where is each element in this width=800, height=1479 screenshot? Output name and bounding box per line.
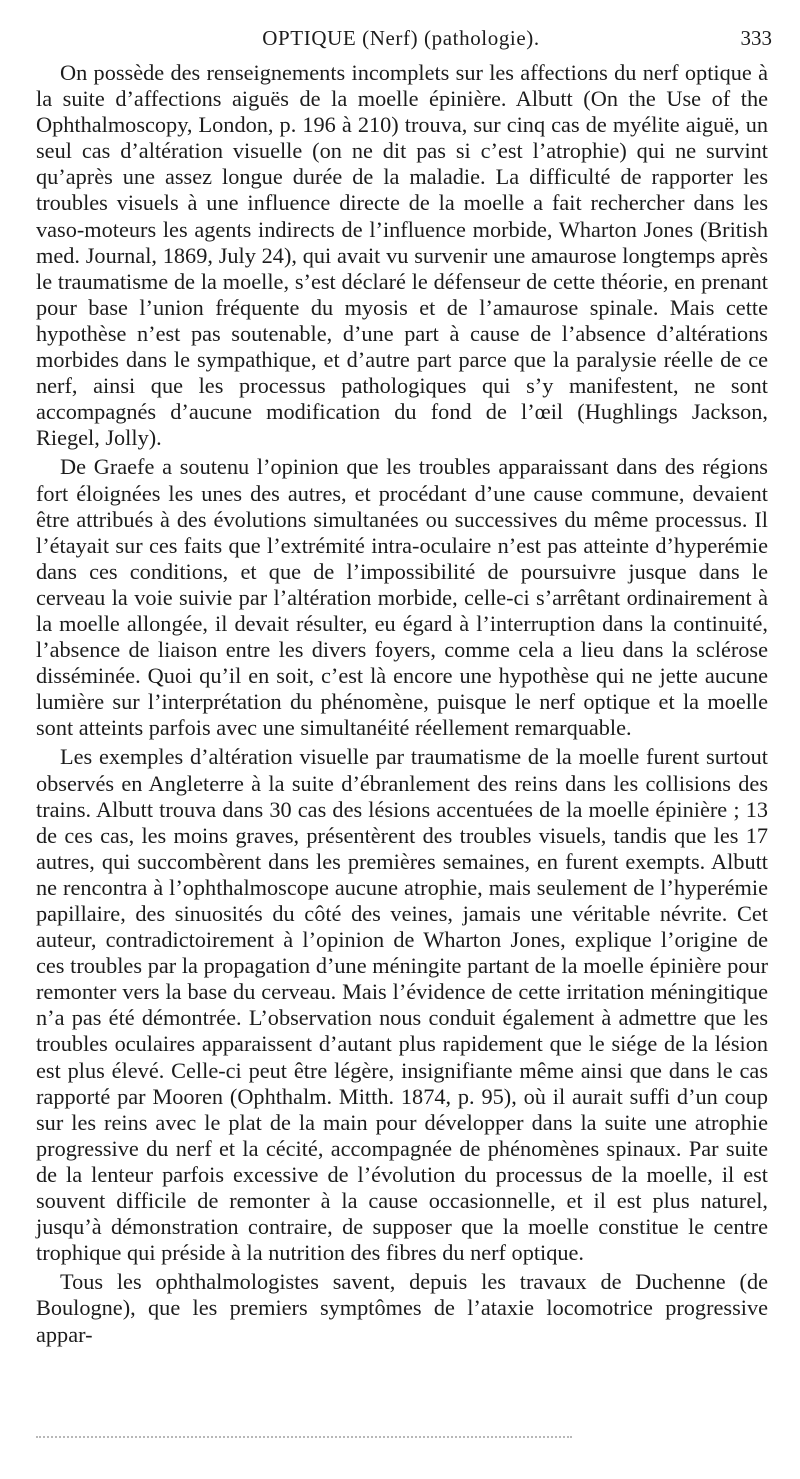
page-number: 333 [740, 26, 772, 50]
page-body [36, 60, 768, 1348]
paragraph: Tous les ophthalmologistes savent, depuis les travaux de Duchenne (de Boulogne), que les premiers symptômes de l’ataxie locomotrice progressive appar- [36, 1269, 768, 1347]
footer-dotted-rule [36, 1436, 572, 1438]
paragraph: On possède des renseignements incomplets sur les affections du nerf optique à la suite d’affections aiguës de la moelle épinière. Albutt (On the Use of the Ophthalmoscopy, London, p. 196 à 210) trouva, sur cinq cas de myélite aiguë, un seul cas d’altération visuelle (on ne dit pas si c’est l’atrophie) qui ne survint qu’après une assez longue durée de la maladie. La difficulté de rapporter les troubles visuels à une influence directe de la moelle a fait rechercher dans les vaso-moteurs les agents indirects de l’influence morbide, Wharton Jones (British med. Journal, 1869, July 24), qui avait vu survenir une amaurose longtemps après le traumatisme de la moelle, s’est déclaré le défenseur de cette théorie, en prenant pour base l’union fréquente du myosis et de l’amaurose spinale. Mais cette hypothèse n’est pas soutenable, d’une part à cause de l’absence d’altérations morbides dans le sympathique, et d’autre part parce que la paralysie réelle de ce nerf, ainsi que les processus pathologiques qui s’y manifestent, ne sont accompagnés d’aucune modification du fond de l’œil (Hughlings Jackson, Riegel, Jolly). [36, 60, 768, 451]
paragraph: Les exemples d’altération visuelle par traumatisme de la moelle furent surtout observés en Angleterre à la suite d’ébranlement des reins dans les collisions des trains. Albutt trouva dans 30 cas des lésions accentuées de la moelle épinière ; 13 de ces cas, les moins graves, présentèrent des troubles visuels, tandis que les 17 autres, qui succombèrent dans les premières semaines, en furent exempts. Albutt ne rencontra à l’ophthalmoscope aucune atrophie, mais seulement de l’hyperémie papillaire, des sinuosités du côté des veines, jamais une véritable névrite. Cet auteur, contradictoirement à l’opinion de Wharton Jones, explique l’origine de ces troubles par la propagation d’une méningite partant de la moelle épinière pour remonter vers la base du cerveau. Mais l’évidence de cette irritation méningitique n’a pas été démontrée. L’observation nous conduit également à admettre que les troubles oculaires apparaissent d’autant plus rapidement que le siége de la lésion est plus élevé. Celle-ci peut être légère, insignifiante même ainsi que dans le cas rapporté par Mooren (Ophthalm. Mitth. 1874, p. 95), où il aurait suffi d’un coup sur les reins avec le plat de la main pour développer dans la suite une atrophie progressive du nerf et la cécité, accompagnée de phénomènes spinaux. Par suite de la lenteur parfois excessive de l’évolution du processus de la moelle, il est souvent difficile de remonter à la cause occasionnelle, et il est plus naturel, jusqu’à démonstration contraire, de supposer que la moelle constitue le centre trophique qui préside à la nutrition des fibres du nerf optique. [36, 744, 768, 1266]
paragraph: De Graefe a soutenu l’opinion que les troubles apparaissant dans des régions fort éloignées les unes des autres, et procédant d’une cause commune, devaient être attribués à des évolutions simultanées ou successives du même processus. Il l’étayait sur ces faits que l’extrémité intra-oculaire n’est pas atteinte d’hyperémie dans ces conditions, et que de l’impossibilité de poursuivre jusque dans le cerveau la voie suivie par l’altération morbide, celle-ci s’arrêtant ordinairement à la moelle allongée, il devait résulter, eu égard à l’interruption dans la continuité, l’absence de liaison entre les divers foyers, comme cela a lieu dans la sclérose disséminée. Quoi qu’il en soit, c’est là encore une hypothèse qui ne jette aucune lumière sur l’interprétation du phénomène, puisque le nerf optique et la moelle sont atteints parfois avec une simultanéité réellement remarquable. [36, 454, 768, 741]
running-title: OPTIQUE (Nerf) (pathologie). [262, 26, 540, 50]
page-header [30, 26, 772, 56]
